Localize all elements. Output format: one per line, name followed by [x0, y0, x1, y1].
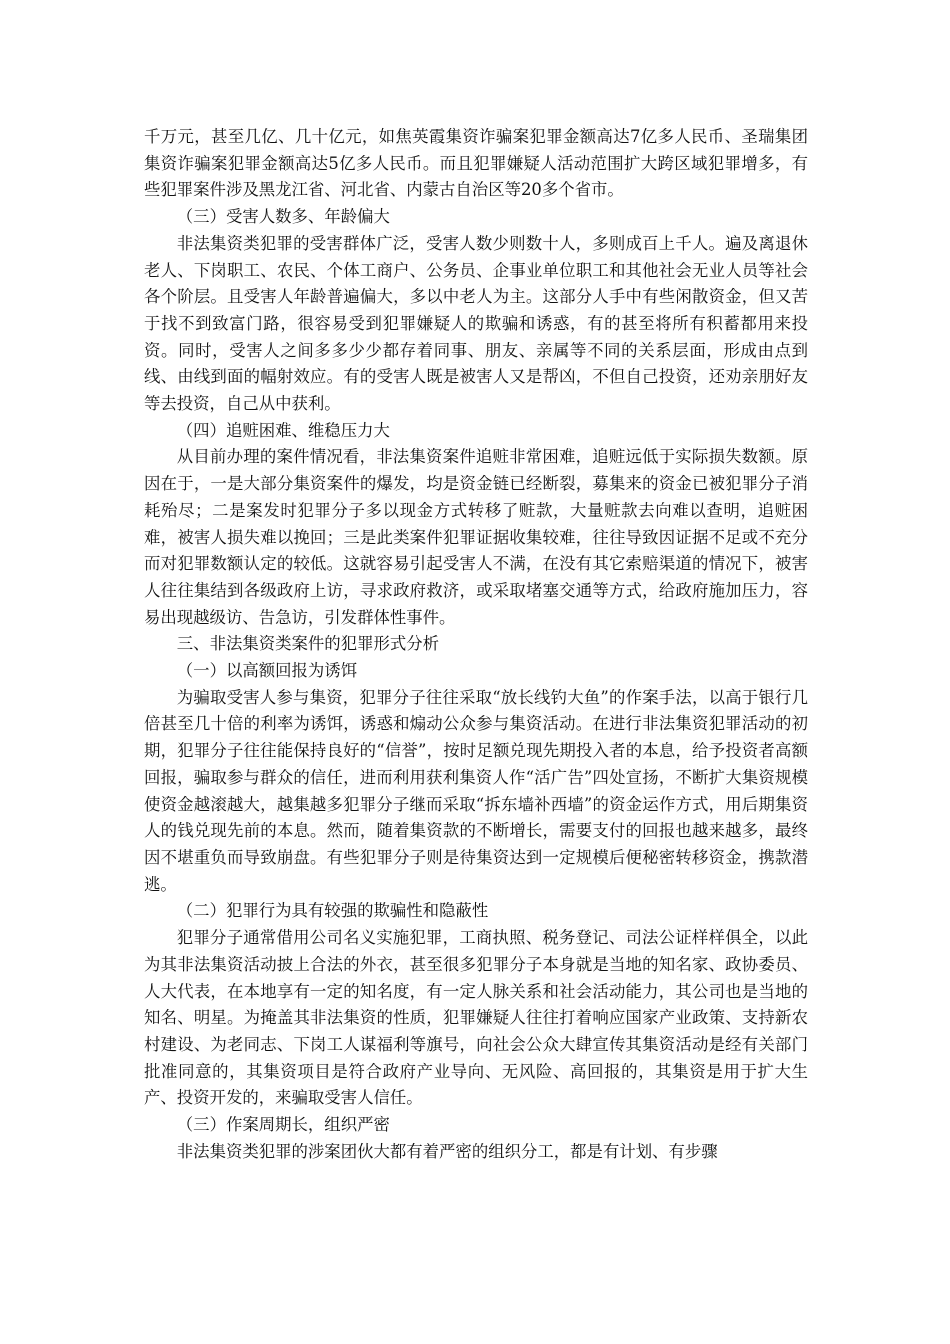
chapter-heading-crime-forms: 三、非法集资类案件的犯罪形式分析 [176, 634, 440, 654]
document-body [144, 124, 808, 1165]
paragraph-organization: 非法集资类犯罪的涉案团伙大都有着严密的组织分工，都是有计划、有步骤 [176, 1141, 718, 1161]
paragraph-victims: 非法集资类犯罪的受害群体广泛，受害人数少则数十人，多则成百上千人。遍及离退休老人、下岗职工、农民、个体工商户、公务员、企事业单位职工和其他社会无业人员等社会各个阶层。且受害人年龄普遍偏大，多以中老人为主。这部分人手中有些闲散资金，但又苦于找不到致富门路，很容易受到犯罪嫌疑人的欺骗和诱惑，有的甚至将所有积蓄都用来投资。同时，受害人之间多多少少都存着同事、朋友、亲属等不同的关系层面，形成由点到线、由线到面的幅射效应。有的受害人既是被害人又是帮凶，不但自己投资，还劝亲朋好友等去投资，自己从中获利。 [144, 233, 808, 414]
paragraph-high-returns: 为骗取受害人参与集资，犯罪分子往往采取“放长线钓大鱼”的作案手法，以高于银行几倍甚至几十倍的利率为诱饵，诱惑和煽动公众参与集资活动。在进行非法集资犯罪活动的初期，犯罪分子往往能保持良好的“信誉”，按时足额兑现先期投入者的本息，给予投资者高额回报，骗取参与群众的信任，进而利用获利集资人作“活广告”四处宣扬，不断扩大集资规模使资金越滚越大，越集越多犯罪分子继而采取“拆东墙补西墙”的资金运作方式，用后期集资人的钱兑现先前的本息。然而，随着集资款的不断增长，需要支付的回报也越来越多，最终因不堪重负而导致崩盘。有些犯罪分子则是待集资达到一定规模后便秘密转移资金，携款潜逃。 [144, 687, 808, 894]
paragraph-deception: 犯罪分子通常借用公司名义实施犯罪，工商执照、税务登记、司法公证样样俱全，以此为其非法集资活动披上合法的外衣，甚至很多犯罪分子本身就是当地的知名家、政协委员、人大代表，在本地享有一定的知名度，有一定人脉关系和社会活动能力，其公司也是当地的知名、明星。为掩盖其非法集资的性质，犯罪嫌疑人往往打着响应国家产业政策、支持新农村建设、为老同志、下岗工人谋福利等旗号，向社会公众大肆宣传其集资活动是经有关部门批准同意的，其集资项目是符合政府产业导向、无风险、高回报的，其集资是用于扩大生产、投资开发的，来骗取受害人信任。 [144, 928, 808, 1108]
paragraph-continuation: 千万元，甚至几亿、几十亿元，如焦英霞集资诈骗案犯罪金额高达7亿多人民币、圣瑞集团集资诈骗案犯罪金额高达5亿多人民币。而且犯罪嫌疑人活动范围扩大跨区域犯罪增多，有些犯罪案件涉及黑龙江省、河北省、内蒙古自治区等20多个省市。 [144, 127, 808, 200]
paragraph-recovery: 从目前办理的案件情况看，非法集资案件追赃非常困难，追赃远低于实际损失数额。原因在于，一是大部分集资案件的爆发，均是资金链已经断裂，募集来的资金已被犯罪分子消耗殆尽；二是案发时犯罪分子多以现金方式转移了赃款，大量赃款去向难以查明，追赃困难，被害人损失难以挽回；三是此类案件犯罪证据收集较难，往往导致因证据不足或不充分而对犯罪数额认定的较低。这就容易引起受害人不满，在没有其它索赔渠道的情况下，被害人往往集结到各级政府上访，寻求政府救济，或采取堵塞交通等方式，给政府施加压力，容易出现越级访、告急访，引发群体性事件。 [144, 447, 808, 627]
section-heading-high-returns: （一）以高额回报为诱饵 [176, 661, 358, 681]
section-heading-organization: （三）作案周期长，组织严密 [176, 1115, 390, 1135]
section-heading-victims: （三）受害人数多、年龄偏大 [176, 207, 390, 227]
section-heading-recovery: （四）追赃困难、维稳压力大 [176, 420, 390, 440]
section-heading-deception: （二）犯罪行为具有较强的欺骗性和隐蔽性 [176, 901, 489, 921]
